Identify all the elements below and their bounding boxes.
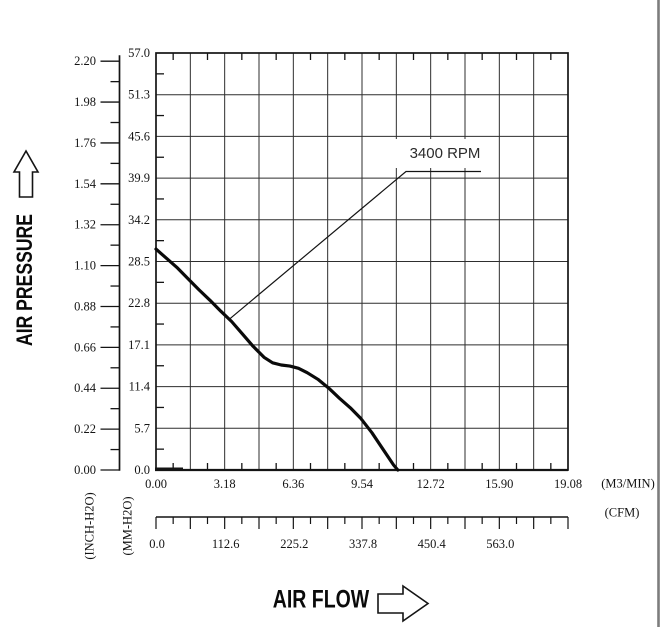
svg-text:1.10: 1.10 — [74, 258, 96, 273]
m3min-tick-labels — [145, 477, 582, 491]
svg-text:15.90: 15.90 — [485, 477, 514, 491]
svg-text:112.6: 112.6 — [211, 537, 240, 551]
x-unit-cfm-label: (CFM) — [604, 505, 640, 520]
svg-text:9.54: 9.54 — [351, 477, 373, 491]
svg-text:0.00: 0.00 — [74, 463, 96, 477]
svg-text:1.32: 1.32 — [74, 217, 96, 232]
rpm-annotation-label: 3400 RPM — [393, 139, 497, 168]
svg-text:0.22: 0.22 — [74, 422, 96, 437]
inch-h2o-ruler — [74, 54, 119, 477]
y-unit-inch-h2o-label: (INCH-H2O) — [82, 492, 97, 560]
svg-text:6.36: 6.36 — [282, 477, 305, 491]
mm-h2o-tick-labels — [128, 46, 151, 477]
svg-text:45.6: 45.6 — [128, 129, 150, 144]
svg-text:1.98: 1.98 — [74, 95, 96, 110]
gridlines — [156, 53, 568, 470]
svg-text:12.72: 12.72 — [416, 477, 445, 491]
svg-text:11.4: 11.4 — [128, 379, 150, 394]
svg-text:450.4: 450.4 — [417, 537, 446, 551]
svg-text:17.1: 17.1 — [128, 337, 150, 352]
up-arrow-icon — [14, 151, 38, 197]
svg-text:0.0: 0.0 — [134, 463, 150, 477]
svg-text:19.08: 19.08 — [553, 477, 583, 491]
svg-text:51.3: 51.3 — [128, 87, 150, 102]
svg-text:22.8: 22.8 — [128, 296, 150, 311]
svg-text:2.20: 2.20 — [74, 54, 96, 69]
svg-text:0.0: 0.0 — [149, 537, 165, 551]
svg-text:1.54: 1.54 — [74, 176, 96, 191]
right-arrow-icon — [378, 586, 428, 621]
svg-text:39.9: 39.9 — [128, 171, 150, 186]
svg-text:57.0: 57.0 — [128, 46, 150, 60]
svg-text:34.2: 34.2 — [128, 212, 150, 227]
svg-text:0.44: 0.44 — [74, 381, 96, 396]
annotation-leader-line — [228, 172, 481, 321]
x-unit-m3min-label: (M3/MIN) — [601, 476, 655, 491]
svg-text:337.8: 337.8 — [348, 537, 378, 551]
svg-text:0.00: 0.00 — [145, 477, 167, 491]
y-axis-title: AIR PRESSURE — [12, 213, 37, 347]
svg-text:3.18: 3.18 — [213, 477, 236, 491]
y-unit-mm-h2o-label: (MM-H2O) — [120, 496, 135, 556]
cfm-ruler — [149, 517, 568, 551]
svg-text:5.7: 5.7 — [134, 421, 150, 436]
svg-text:0.66: 0.66 — [74, 340, 96, 355]
svg-text:1.76: 1.76 — [74, 135, 96, 150]
x-axis-title: AIR FLOW — [272, 585, 370, 614]
svg-text:0.88: 0.88 — [74, 299, 96, 314]
svg-text:225.2: 225.2 — [280, 537, 309, 551]
svg-text:563.0: 563.0 — [486, 537, 515, 551]
svg-text:28.5: 28.5 — [128, 254, 150, 269]
